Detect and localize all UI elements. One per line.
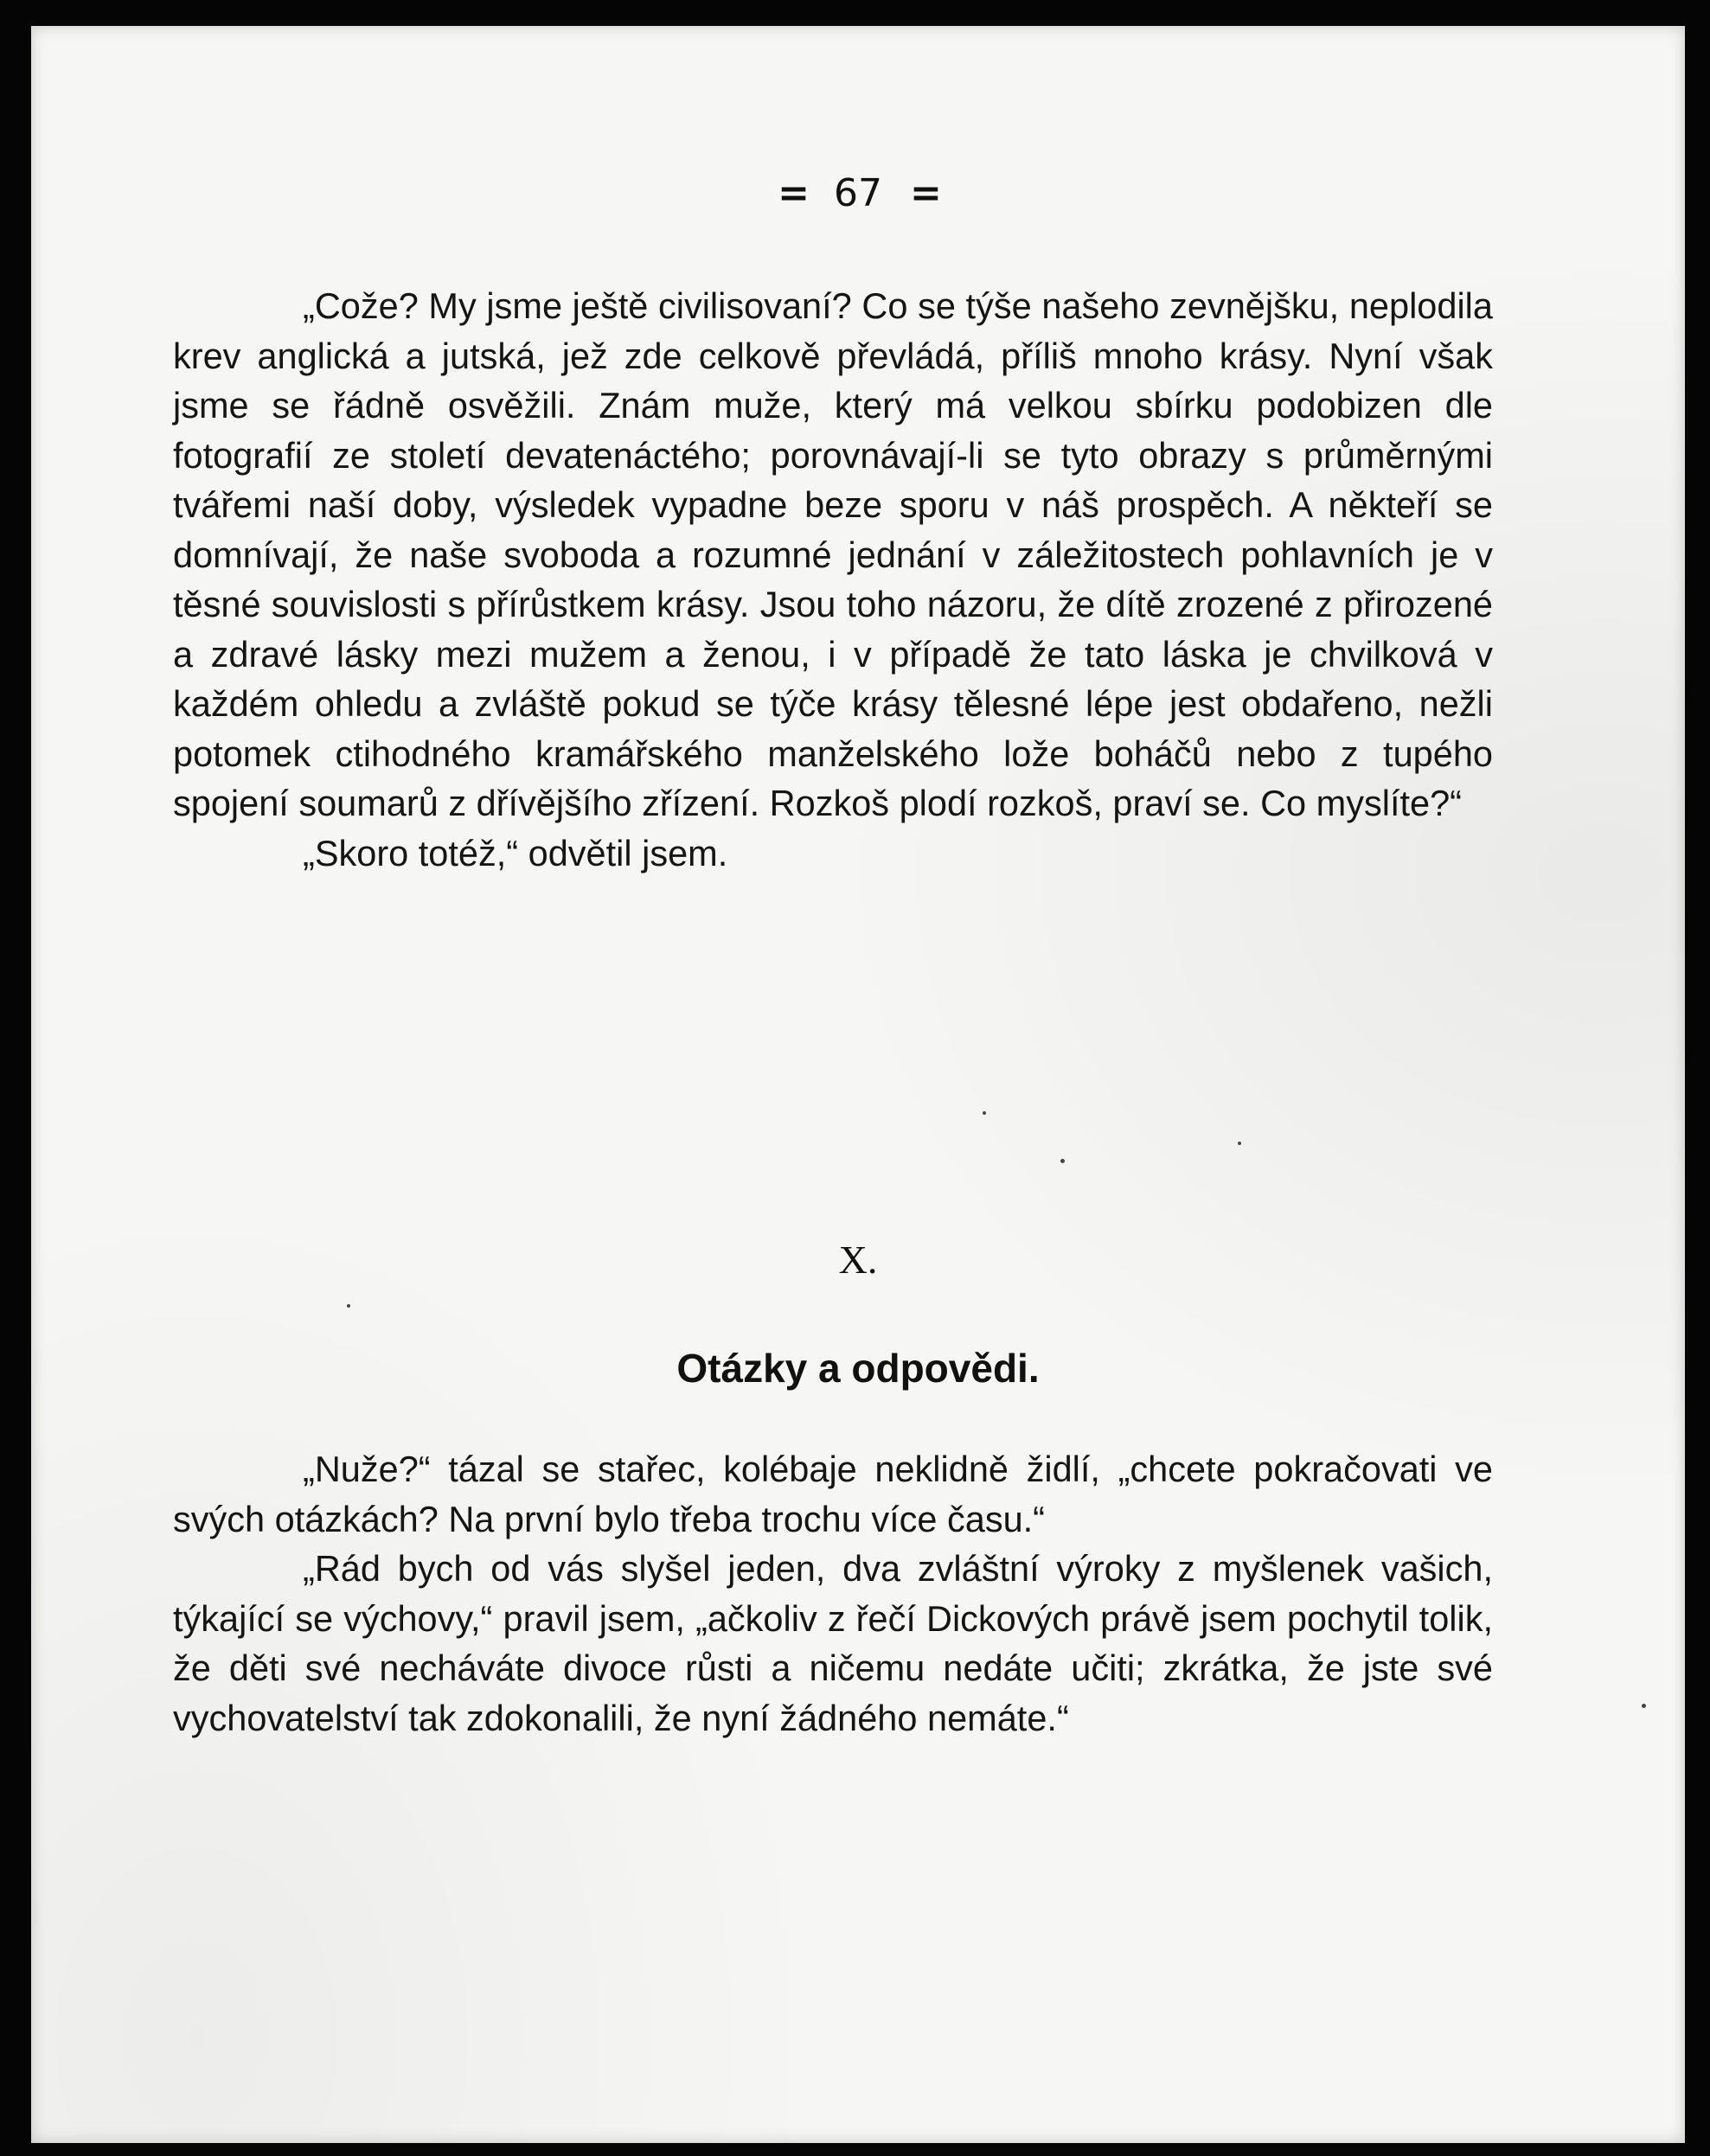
- page-number-header: [31, 169, 1685, 215]
- header-right-mark: =: [910, 170, 938, 215]
- speck: [1060, 1159, 1065, 1163]
- chapter-title: Otázky a odpovědi.: [676, 1346, 1040, 1391]
- chapter-number: X.: [838, 1238, 878, 1282]
- speck: [1238, 1142, 1241, 1145]
- speck: [983, 1111, 986, 1115]
- paragraph: „Skoro totéž,“ odvětil jsem.: [303, 832, 728, 873]
- paragraph: „Rád bych od vás slyšel jeden, dva zvláštní výroky z myšlenek vašich, týkající se výchovy,“ pravil jsem, „ačkoliv z řečí Dickových právě jsem pochytil tolik, že děti své necháváte divoce růsti a ničemu nedáte učiti; zkrátka, že jste své vychovatelství tak zdokonalili, že nyní žádného nemáte.“: [173, 1548, 1493, 1738]
- paragraph: „Cože? My jsme ještě civilisovaní? Co se týše našeho zevnějšku, neplodila krev anglická a jutská, jež zde celkově převládá, příliš mnoho krásy. Nyní však jsme se řádně osvěžili. Znám muže, který má velkou sbírku podobizen dle fotografií ze století devatenáctého; porovnávají-li se tyto obrazy s průměrnými tvářemi naší doby, výsledek vypadne beze sporu v náš prospěch. A někteří se domnívají, že naše svoboda a rozumné jednání v záležitostech pohlavních je v těsné souvislosti s přírůstkem krásy. Jsou toho názoru, že dítě zrozené z přirozené a zdravé lásky mezi mužem a ženou, i v případě že tato láska je chvilková v každém ohledu a zvláště pokud se týče krásy tělesné lépe jest obdařeno, nežli potomek ctihodného kramářského manželského lože boháčů nebo z tupého spojení soumarů z dřívějšího zřízení. Rozkoš plodí rozkoš, praví se. Co myslíte?“: [173, 285, 1493, 823]
- book-page: [31, 26, 1685, 2143]
- body-text-top: [173, 281, 1493, 878]
- paragraph: „Nuže?“ tázal se stařec, kolébaje neklidně židlí, „chcete pokračovati ve svých otázkách? Na první bylo třeba trochu více času.“: [173, 1449, 1493, 1539]
- header-left-mark: =: [778, 170, 806, 215]
- body-text-bottom: [173, 1444, 1493, 1743]
- speck: [1642, 1704, 1646, 1708]
- page-number: 67: [834, 170, 882, 215]
- speck: [347, 1304, 350, 1308]
